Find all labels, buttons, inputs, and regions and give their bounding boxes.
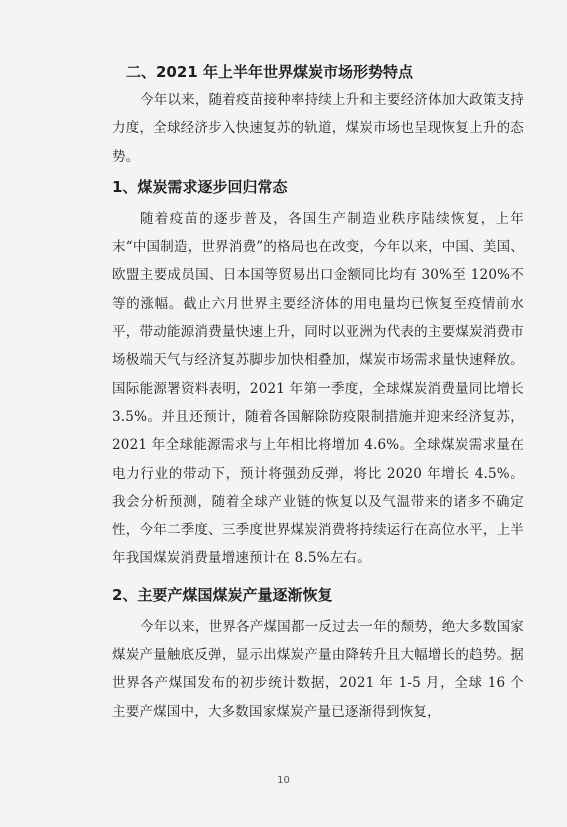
- document-body: [112, 58, 524, 726]
- subsection-heading-demand: 1、煤炭需求逐步回归常态: [112, 177, 288, 196]
- section-heading: 二、2021 年上半年世界煤炭市场形势特点: [126, 63, 413, 81]
- subsection-paragraph-production: 今年以来，世界各产煤国都一反过去一年的颓势，绝大多数国家煤炭产量触底反弹，显示出煤炭产量由降转升且大幅增长的趋势。据世界各产煤国发布的初步统计数据，2021 年 1-5 月，全球 16 个主要产煤国中，大多数国家煤炭产量已逐渐得到恢复，: [112, 618, 524, 720]
- subsection-paragraph-demand: 随着疫苗的逐步普及，各国生产制造业秩序陆续恢复，上年末“中国制造，世界消费”的格局也在改变，今年以来，中国、美国、欧盟主要成员国、日本国等贸易出口金额同比均有 30%至 120%不等的涨幅。截止六月世界主要经济体的用电量均已恢复至疫情前水平，带动能源消费量快速上升，同时以亚洲为代表的主要煤炭消费市场极端天气与经济复苏脚步加快相叠加，煤炭市场需求量快速释放。国际能源署资料表明，2021 年第一季度，全球煤炭消费量同比增长 3.5%。并且还预计，随着各国解除防疫限制措施并迎来经济复苏，2021 年全球能源需求与上年相比将增加 4.6%。全球煤炭需求量在电力行业的带动下，预计将强劲反弹，将比 2020 年增长 4.5%。我会分析预测，随着全球产业链的恢复以及气温带来的诸多不确定性，今年二季度、三季度世界煤炭消费将持续运行在高位水平，上半年我国煤炭消费量增速预计在 8.5%左右。: [112, 210, 524, 567]
- page-number: 10: [277, 775, 290, 786]
- section-intro-paragraph: 今年以来，随着疫苗接种率持续上升和主要经济体加大政策支持力度，全球经济步入快速复苏的轨道，煤炭市场也呈现恢复上升的态势。: [112, 92, 524, 165]
- subsection-heading-production: 2、主要产煤国煤炭产量逐渐恢复: [112, 585, 333, 604]
